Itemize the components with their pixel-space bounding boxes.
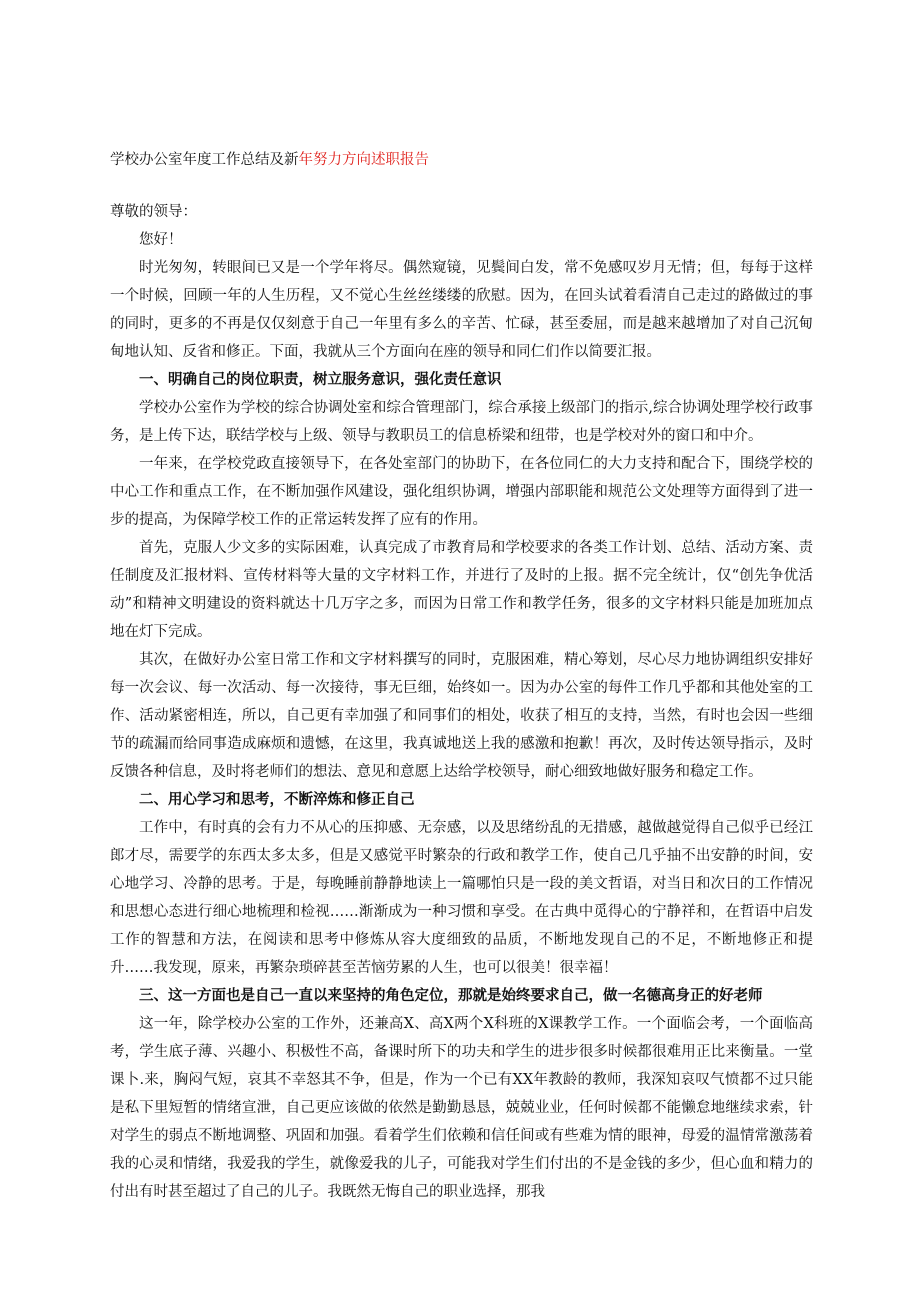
salutation: 尊敬的领导： — [110, 204, 197, 220]
title-part-black: 学校办公室年度工作总结及新 — [110, 152, 299, 168]
paragraph: 学校办公室作为学校的综合协调处室和综合管理部门，综合承接上级部门的指示,综合协调处理学校行政事务，是上传下达，联结学校与上级、领导与教职员工的信息桥梁和纽带，也是学校对外的窗口和中介。 — [110, 400, 813, 444]
greeting: 您好！ — [139, 232, 183, 248]
document-page — [110, 148, 813, 1206]
section-heading-2: 二、用心学习和思考，不断淬炼和修正自己 — [139, 792, 415, 808]
paragraph: 这一年，除学校办公室的工作外，还兼高X、高X两个X科班的X课教学工作。一个面临会考，一个面临高考，学生底子薄、兴趣小、积极性不高，备课时所下的功夫和学生的进步很多时候都很难用正比来衡量。一堂课卜.来，胸闷气短，哀其不幸怒其不争，但是，作为一个已有XX年教龄的教师，我深知哀叹气愤都不过只能是私下里短暂的情绪宣泄，自己更应该做的依然是勤勤恳恳，兢兢业业，任何时候都不能懒怠地继续求索，针对学生的弱点不断地调整、巩固和加强。看着学生们依赖和信任间或有些难为情的眼神，母爱的温情常激荡着我的心灵和情绪，我爱我的学生，就像爱我的儿子，可能我对学生们付出的不是金钱的多少，但心血和精力的付出有时甚至超过了自己的儿子。我既然无悔自己的职业选择，那我 — [110, 1016, 813, 1200]
section-heading-1: 一、明确自己的岗位职责，树立服务意识，强化责任意识 — [139, 372, 502, 388]
paragraph: 其次，在做好办公室日常工作和文字材料撰写的同时，克服困难，精心筹划，尽心尽力地协调组织安排好每一次会议、每一次活动、每一次接待，事无巨细，始终如一。因为办公室的每件工作几乎都和其他处室的工作、活动紧密相连，所以，自己更有幸加强了和同事们的相处，收获了相互的支持，当然，有时也会因一些细节的疏漏而给同事造成麻烦和遗憾，在这里，我真诚地送上我的感激和抱歉！再次，及时传达领导指示，及时反馈各种信息，及时将老师们的想法、意见和意愿上达给学校领导，耐心细致地做好服务和稳定工作。 — [110, 652, 813, 780]
intro-paragraph: 时光匆匆，转眼间已又是一个学年将尽。偶然窥镜，见鬓间白发，常不免感叹岁月无情；但，每每于这样一个时候，回顾一年的人生历程，又不觉心生丝丝缕缕的欣慰。因为，在回头试着看清自己走过的路做过的事的同时，更多的不再是仅仅刻意于自己一年里有多么的辛苦、忙碌，甚至委屈，而是越来越增加了对自己沉甸甸地认知、反省和修正。下面，我就从三个方面向在座的领导和同仁们作以简要汇报。 — [110, 260, 813, 360]
paragraph: 工作中，有时真的会有力不从心的压抑感、无奈感，以及思绪纷乱的无措感，越做越觉得自己似乎已经江郎才尽，需要学的东西太多太多，但是又感觉平时繁杂的行政和教学工作，使自己几乎抽不出安静的时间，安心地学习、冷静的思考。于是，每晚睡前静静地读上一篇哪怕只是一段的美文哲语，对当日和次日的工作情况和思想心态进行细心地梳理和检视……渐渐成为一种习惯和享受。在古典中觅得心的宁静祥和，在哲语中启发工作的智慧和方法，在阅读和思考中修炼从容大度细致的品质，不断地发现自己的不足，不断地修正和提升……我发现，原来，再繁杂琐碎甚至苦恼劳累的人生，也可以很美！很幸福！ — [110, 820, 813, 976]
section-heading-3: 三、这一方面也是自己一直以来坚持的角色定位，那就是始终要求自己，做一名德高身正的好老师 — [139, 988, 763, 1004]
paragraph: 一年来，在学校党政直接领导下，在各处室部门的协助下，在各位同仁的大力支持和配合下，围绕学校的中心工作和重点工作，在不断加强作风建设，强化组织协调，增强内部职能和规范公文处理等方面得到了进一步的提高，为保障学校工作的正常运转发挥了应有的作用。 — [110, 456, 813, 528]
paragraph: 首先，克服人少文多的实际困难，认真完成了市教育局和学校要求的各类工作计划、总结、活动方案、责任制度及汇报材料、宣传材料等大量的文字材料工作，并进行了及时的上报。据不完全统计，仅“创先争优活动”和精神文明建设的资料就达十几万字之多，而因为日常工作和教学任务，很多的文字材料只能是加班加点地在灯下完成。 — [110, 540, 813, 640]
title-part-red: 年努力方向述职报告 — [298, 152, 429, 168]
document-title — [110, 148, 813, 172]
